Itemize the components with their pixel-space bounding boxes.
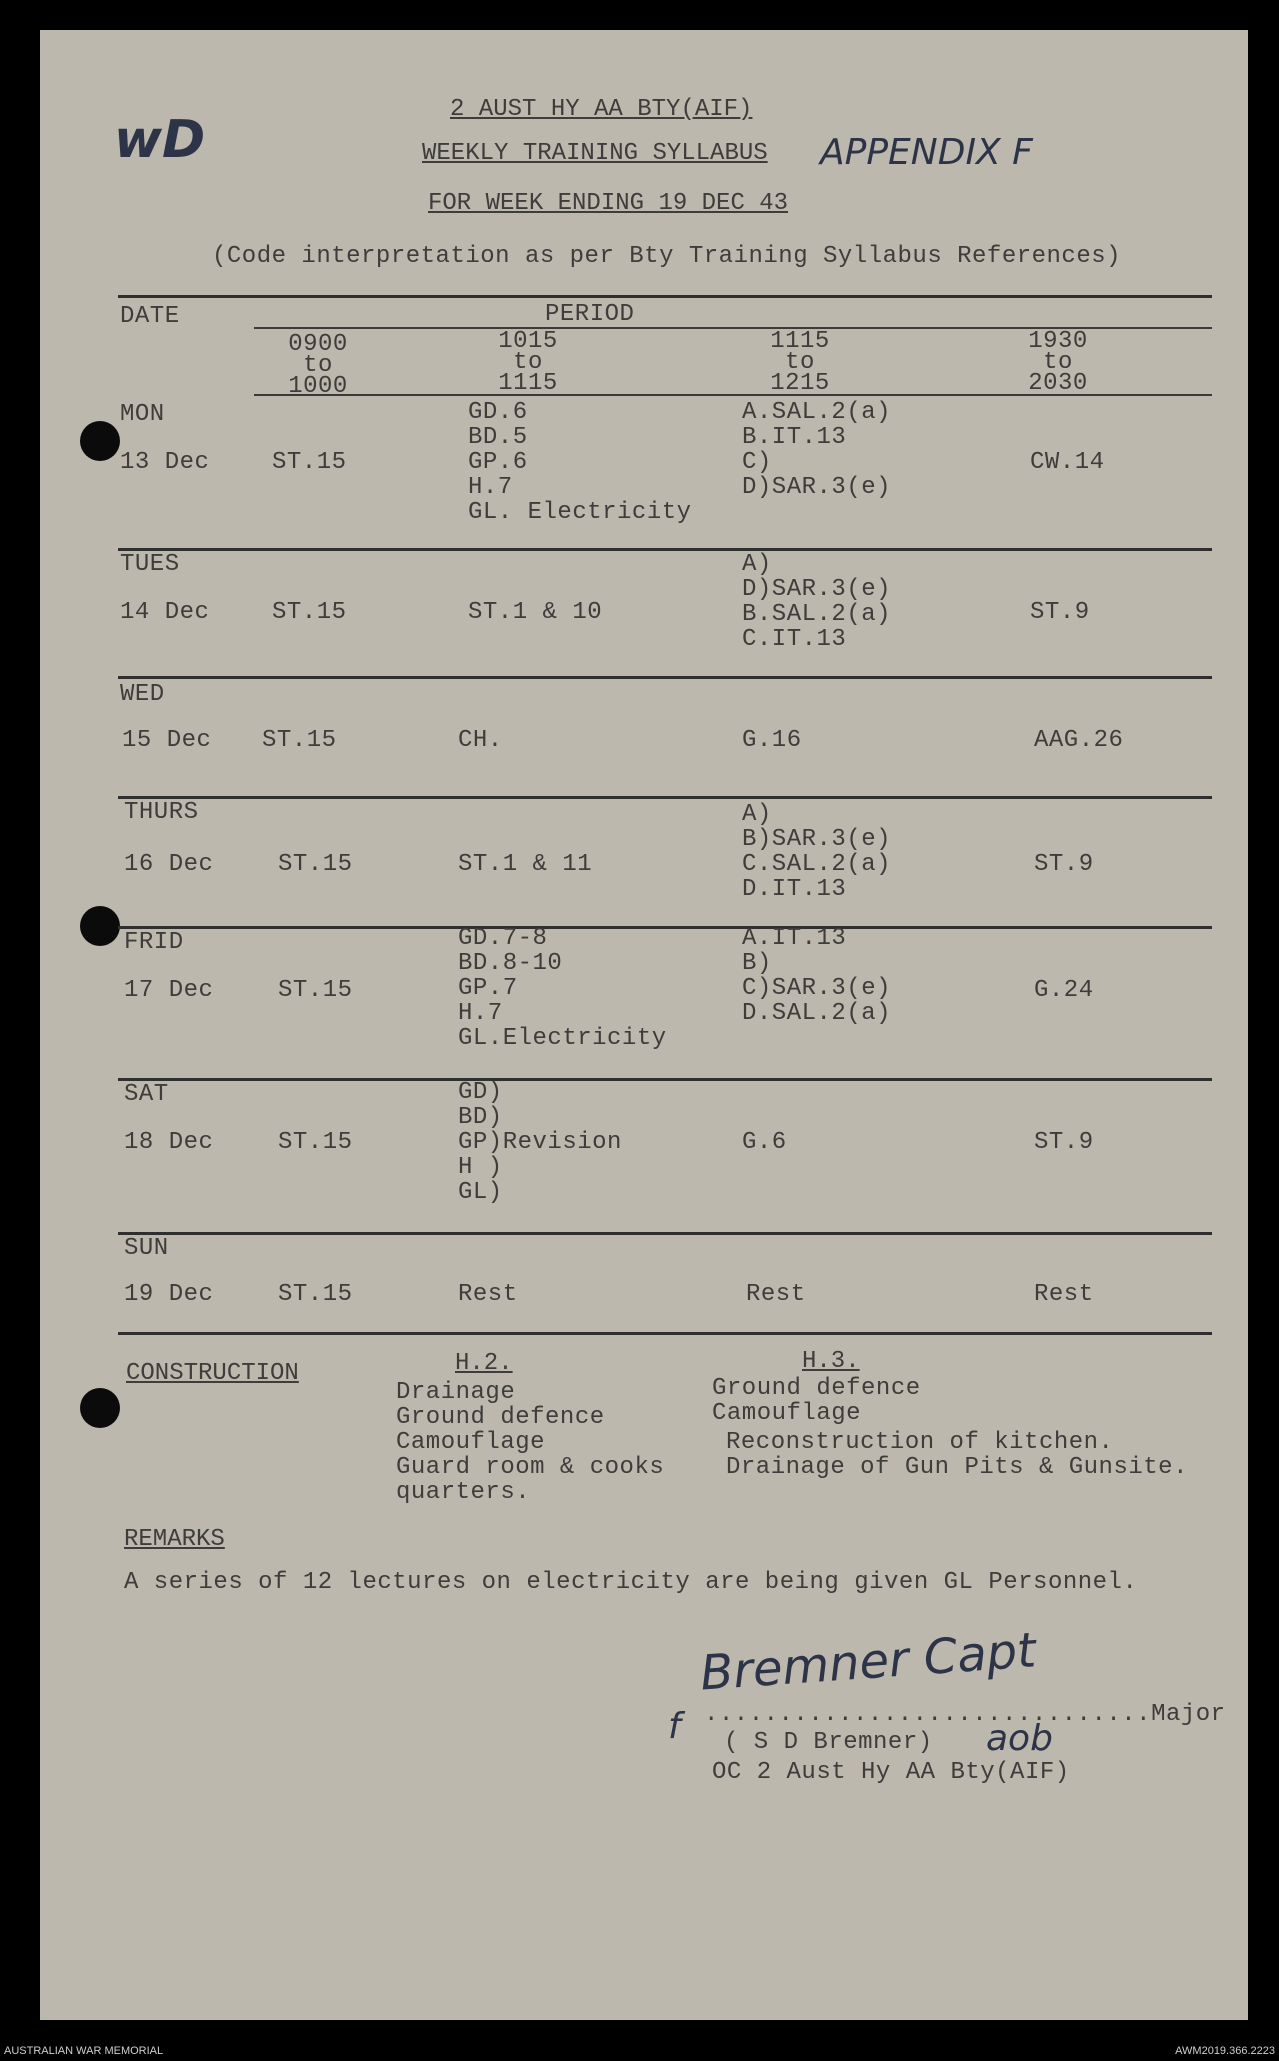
day-label: THURS <box>124 799 199 826</box>
date-label: 15 Dec <box>122 727 212 754</box>
period-time-4: 1930 to 2030 <box>1028 328 1088 397</box>
period-1-cell: ST.15 <box>272 599 347 626</box>
period-4-cell: G.24 <box>1034 977 1094 1004</box>
day-label: SAT <box>124 1081 169 1108</box>
week-ending-title: FOR WEEK ENDING 19 DEC 43 <box>428 190 789 217</box>
rule <box>118 1232 1212 1235</box>
period-time-1: 0900 to 1000 <box>288 331 348 400</box>
h3-items-a: Ground defence Camouflage <box>712 1375 921 1427</box>
unit-title: 2 AUST HY AA BTY(AIF) <box>450 96 753 123</box>
handwritten-for: f <box>668 1706 681 1747</box>
rule <box>118 1078 1212 1081</box>
period-1-cell: ST.15 <box>278 1129 353 1156</box>
signature: Bremner Capt <box>698 1622 1038 1702</box>
period-1-cell: ST.15 <box>262 727 337 754</box>
rule <box>118 676 1212 679</box>
signature-line: ..............................Major <box>704 1701 1226 1728</box>
archive-caption: AUSTRALIAN WAR MEMORIAL <box>4 2045 164 2057</box>
period-time-2: 1015 to 1115 <box>498 328 558 397</box>
punch-hole <box>80 1388 120 1428</box>
period-3-cell: A) D)SAR.3(e) B.SAL.2(a) C.IT.13 <box>742 551 892 653</box>
day-label: TUES <box>120 551 180 578</box>
period-1-cell: ST.15 <box>272 449 347 476</box>
period-4-cell: CW.14 <box>1030 449 1105 476</box>
day-label: SUN <box>124 1235 169 1262</box>
period-1-cell: ST.15 <box>278 977 353 1004</box>
rule <box>254 394 1212 396</box>
rule <box>118 548 1212 551</box>
period-3-cell: Rest <box>746 1281 806 1308</box>
day-label: MON <box>120 401 165 428</box>
period-4-cell: Rest <box>1034 1281 1094 1308</box>
handwritten-appendix: APPENDIX F <box>820 132 1033 173</box>
period-header: PERIOD <box>545 301 635 328</box>
punch-hole <box>80 421 120 461</box>
h3-items-b: Reconstruction of kitchen. Drainage of Gun Pits & Gunsite. <box>726 1429 1188 1481</box>
date-label: 16 Dec <box>124 851 214 878</box>
date-label: 18 Dec <box>124 1129 214 1156</box>
period-2-cell: CH. <box>458 727 503 754</box>
rule <box>118 796 1212 799</box>
period-2-cell: ST.1 & 11 <box>458 851 593 878</box>
period-4-cell: ST.9 <box>1030 599 1090 626</box>
period-3-cell: A.SAL.2(a) B.IT.13 C) D)SAR.3(e) <box>742 399 892 501</box>
rule <box>118 1332 1212 1335</box>
handwritten-initials: aob <box>986 1718 1053 1759</box>
period-3-cell: G.16 <box>742 727 802 754</box>
day-label: FRID <box>124 929 184 956</box>
period-3-cell: A.IT.13 B) C)SAR.3(e) D.SAL.2(a) <box>742 925 892 1027</box>
period-2-cell: GD.6 BD.5 GP.6 H.7 GL. Electricity <box>468 399 692 526</box>
period-2-cell: GD) BD) GP)Revision H ) GL) <box>458 1079 622 1206</box>
rule <box>118 295 1212 298</box>
punch-hole <box>80 906 120 946</box>
period-1-cell: ST.15 <box>278 1281 353 1308</box>
period-3-cell: G.6 <box>742 1129 787 1156</box>
syllabus-title: WEEKLY TRAINING SYLLABUS <box>422 140 768 167</box>
period-2-cell: Rest <box>458 1281 518 1308</box>
h2-title: H.2. <box>455 1350 513 1377</box>
period-time-3: 1115 to 1215 <box>770 328 830 397</box>
archive-reference: AWM2019.366.2223 <box>1175 2045 1275 2057</box>
period-4-cell: AAG.26 <box>1034 727 1124 754</box>
remarks-label: REMARKS <box>124 1526 225 1553</box>
date-label: 17 Dec <box>124 977 214 1004</box>
remarks-text: A series of 12 lectures on electricity are being given GL Personnel. <box>124 1569 1138 1596</box>
signatory-unit: OC 2 Aust Hy AA Bty(AIF) <box>712 1759 1070 1786</box>
code-note: (Code interpretation as per Bty Training Syllabus References) <box>212 243 1122 270</box>
period-4-cell: ST.9 <box>1034 1129 1094 1156</box>
period-1-cell: ST.15 <box>278 851 353 878</box>
signatory-name: ( S D Bremner) <box>724 1729 933 1756</box>
period-4-cell: ST.9 <box>1034 851 1094 878</box>
date-label: 19 Dec <box>124 1281 214 1308</box>
h2-items: Drainage Ground defence Camouflage Guard room & cooks quarters. <box>396 1379 665 1506</box>
date-column-header: DATE <box>120 303 180 330</box>
h3-title: H.3. <box>802 1348 860 1375</box>
period-3-cell: A) B)SAR.3(e) C.SAL.2(a) D.IT.13 <box>742 801 892 903</box>
day-label: WED <box>120 681 165 708</box>
handwritten-wd: wD <box>114 110 206 170</box>
construction-label: CONSTRUCTION <box>126 1360 299 1387</box>
date-label: 13 Dec <box>120 449 210 476</box>
period-2-cell: GD.7-8 BD.8-10 GP.7 H.7 GL.Electricity <box>458 925 667 1052</box>
date-label: 14 Dec <box>120 599 210 626</box>
period-2-cell: ST.1 & 10 <box>468 599 603 626</box>
